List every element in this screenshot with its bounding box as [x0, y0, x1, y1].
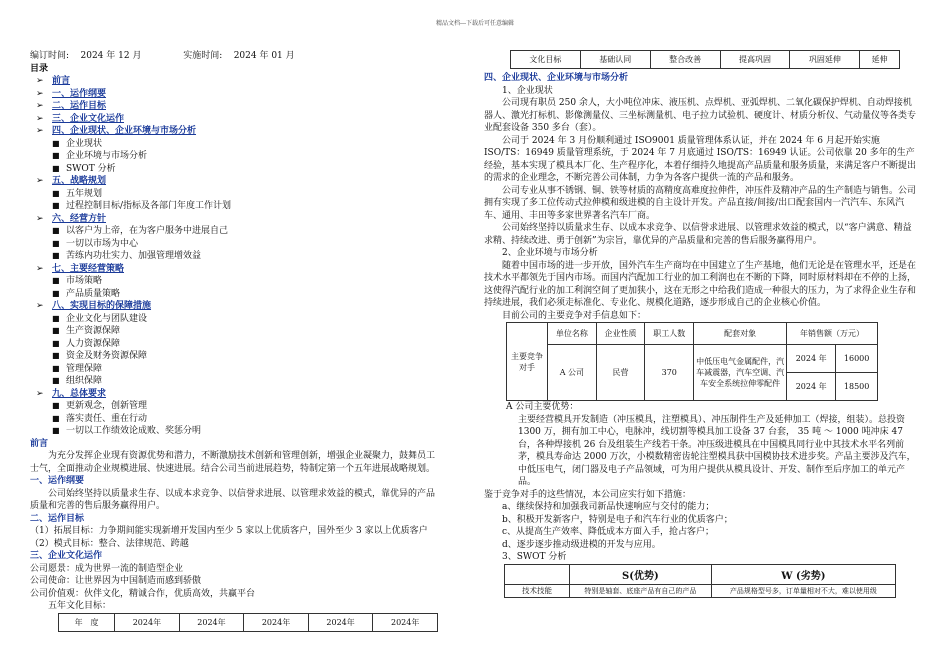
toc-label: 企业环境与市场分析: [66, 151, 148, 161]
sec4-heading: 四、企业现状、企业环境与市场分析: [484, 73, 629, 83]
toc-subitem[interactable]: [30, 150, 468, 163]
arrow-bullet-icon: ➢: [36, 263, 44, 274]
toc-subitem[interactable]: [30, 325, 468, 338]
sec1-heading: 一、运作纲要: [30, 476, 85, 486]
sec2-item-2: （2）模式目标：整合、法律规范、跨越: [30, 538, 189, 549]
toc-label: 过程控制目标/指标及各部门年度工作计划: [66, 201, 232, 211]
competitor-table: [506, 322, 878, 401]
sec1-line-1: 公司始终坚持以质量求生存、以成本求竞争、以信誉求进展、以管理求效益的模式，靠优异的产品: [48, 488, 436, 499]
table-of-contents: [30, 75, 468, 438]
th-customers: 配套对象: [694, 323, 787, 345]
toc-section-item[interactable]: [30, 75, 468, 88]
toc-label: 七、主要经营策略: [52, 263, 125, 274]
preface-line-1: 为充分发挥企业现有资源优势和潜力，不断激励技术创新和管理创新，增强企业凝聚力，鼓舞员工: [48, 451, 436, 461]
toc-label: 更新观念，创新管理: [66, 401, 148, 411]
year-cell: 2024年: [179, 613, 244, 631]
square-bullet-icon: ■: [52, 238, 60, 248]
compile-label: 编订时间:: [30, 51, 70, 61]
culture-goal-table: [510, 50, 900, 69]
sales-amount: 16000: [836, 345, 878, 373]
toc-subitem[interactable]: [30, 163, 468, 176]
arrow-bullet-icon: ➢: [36, 213, 44, 224]
sec4-p3: 公司专业从事不锈钢、铜、铁等材质的高精度高难度拉伸件，冲压件及精冲产品的生产制造与销售。公司拥有实现了多工位传动式拉伸模和级进模的自主设计开发。产品直接/间接/出口配套国内一汽汽车、东风汽车、通用、丰田等多家世界著名汽车厂商。: [484, 185, 917, 221]
response-item: d、逐步逐步推动级进模的开发与应用。: [502, 539, 661, 550]
square-bullet-icon: ■: [52, 313, 60, 323]
toc-subitem[interactable]: [30, 250, 468, 263]
square-bullet-icon: ■: [52, 401, 60, 410]
toc-title: 目录: [30, 63, 49, 74]
toc-label: 企业文化与团队建设: [66, 313, 148, 324]
toc-subitem[interactable]: [30, 138, 468, 151]
toc-subitem[interactable]: [30, 338, 468, 351]
preface-heading: 前言: [30, 438, 49, 449]
sec1-line-2: 质量和完善的售后服务赢得用户。: [30, 501, 166, 511]
square-bullet-icon: ■: [52, 151, 60, 160]
toc-label: 企业现状: [66, 138, 103, 149]
goal-cell: 提高巩固: [720, 51, 790, 69]
toc-label: 落实责任、重在行动: [66, 413, 148, 424]
toc-subitem[interactable]: [30, 425, 468, 438]
square-bullet-icon: ■: [52, 138, 60, 148]
toc-section-item[interactable]: [30, 100, 468, 113]
toc-label: 以客户为上帝，在为客户服务中进展自己: [66, 226, 229, 236]
toc-section-item[interactable]: [30, 175, 468, 188]
a-body: 主要经营模具开发制造（冲压模具，注塑模具）、冲压制件生产及延伸加工（焊接，组装）。总投资 1300 万，拥有加工中心，电脉冲，线切割等模具加工设备 37 台套， 35 吨 ～ 1000 吨冲床 47 台，各种焊接机 26 台及组装生产线若干条。冲压级进模具在中国模具同行业中其技术水平名列前茅，模具寿命达 2000 万次，小模数精密齿轮注塑模具获中国模协技术进步奖。产品主要涉及汽车，中低压电气，闭门器及电子产品领域，可为用户提供从模具设计、开发、制作至后序加工的单元产品。: [518, 414, 916, 487]
square-bullet-icon: ■: [52, 251, 60, 260]
sec4-sub3: 3、SWOT 分析: [502, 552, 567, 562]
sec4-p1: 公司现有职员 250 余人，大小吨位冲床、液压机、点焊机、亚弧焊机、二氧化碳保护焊机、自动焊接机器人、激光打标机、影像测量仪、三坐标测量机、电子拉力试验机、硬度计、材质分析仪、气动量仪等各类专业配套设备 350 多台（套）。: [484, 98, 917, 133]
arrow-bullet-icon: ➢: [36, 88, 44, 99]
competitor-nature: 民营: [596, 345, 645, 401]
toc-label: 前言: [52, 76, 71, 86]
impl-label: 实施时间:: [183, 51, 223, 61]
square-bullet-icon: ■: [52, 226, 60, 235]
year-cell: 2024年: [244, 613, 309, 631]
sec3-heading: 三、企业文化运作: [30, 551, 103, 561]
toc-label: 人力资源保障: [66, 338, 121, 349]
toc-subitem[interactable]: [30, 363, 468, 376]
competitor-name: A 公司: [548, 345, 597, 401]
sales-amount: 18500: [836, 373, 878, 401]
th-nature: 企业性质: [596, 323, 645, 345]
toc-subitem[interactable]: [30, 413, 468, 426]
toc-label: SWOT 分析: [66, 163, 116, 174]
arrow-bullet-icon: ➢: [36, 126, 44, 136]
goal-label-cell: 文化目标: [511, 51, 581, 69]
response-heading: 鉴于竞争对手的这些情况，本公司应实行如下措施：: [484, 489, 692, 500]
goal-cell: 基础认同: [580, 51, 650, 69]
left-column: [30, 50, 468, 632]
toc-label: 二、运作目标: [52, 101, 107, 111]
sec3-item-2: 公司使命：让世界因为中国制造而感到骄傲: [30, 576, 202, 586]
toc-subitem[interactable]: [30, 350, 468, 363]
sec4-sub1: 1、企业现状: [502, 85, 553, 96]
sec4-sub2: 2、企业环境与市场分析: [502, 248, 598, 258]
toc-subitem[interactable]: [30, 238, 468, 251]
square-bullet-icon: ■: [52, 376, 60, 385]
toc-section-item[interactable]: [30, 213, 468, 226]
meta-line: [30, 50, 468, 63]
year-header-cell: 年 度: [59, 613, 115, 631]
swot-table: [504, 564, 896, 598]
sec3-item-1: 公司愿景：成为世界一流的制造型企业: [30, 563, 184, 574]
square-bullet-icon: ■: [52, 338, 60, 348]
toc-label: 产品质量策略: [66, 288, 121, 299]
square-bullet-icon: ■: [52, 288, 60, 298]
square-bullet-icon: ■: [52, 363, 60, 373]
toc-label: 六、经营方针: [52, 213, 107, 224]
square-bullet-icon: ■: [52, 276, 60, 285]
arrow-bullet-icon: ➢: [36, 101, 44, 111]
toc-subitem[interactable]: [30, 375, 468, 388]
competitor-intro: 目前公司的主要竞争对手信息如下：: [502, 310, 647, 321]
toc-label: 一切以市场为中心: [66, 238, 139, 249]
square-bullet-icon: ■: [52, 163, 60, 173]
toc-label: 市场策略: [66, 276, 103, 286]
arrow-bullet-icon: ➢: [36, 113, 44, 124]
toc-label: 八、实现目标的保障措施: [52, 301, 152, 311]
arrow-bullet-icon: ➢: [36, 76, 44, 86]
sec4-p2: 公司于 2024 年 3 月份顺利通过 ISO9001 质量管理体系认证，并在 2024 年 6 月起开始实施 ISO/TS：16949 质量管理系统，于 2024 年 7 月底通过 ISO/TS：16949 认证。公司依靠 20 多年的生产经验，基本实现了模具本厂化、生产程序化，本着仔细持久地提高产品质量和服务质量，来满足客户不断提出的需求的企业理念，不断完善公司体制，力争为各客户提供一流的产品和服务。: [484, 135, 917, 183]
competitor-customers: 中低压电气金属配件，汽车减震器，汽车空调、汽车安全系统拉伸零配件: [694, 345, 787, 401]
toc-subitem[interactable]: [30, 313, 468, 326]
response-item: b、积极开发新客户，特别是电子和汽车行业的优质客户；: [502, 514, 733, 525]
toc-label: 九、总体要求: [52, 388, 107, 399]
toc-label: 组织保障: [66, 376, 103, 386]
th-staff: 职工人数: [645, 323, 694, 345]
toc-label: 苦练内功壮实力、加强管理增效益: [66, 251, 202, 261]
toc-label: 一、运作纲要: [52, 88, 107, 99]
sales-year: 2024 年: [787, 345, 836, 373]
toc-label: 资金及财务资源保障: [66, 351, 148, 361]
swot-s-cell: 特别是轴套、底座产品有自己的产品: [570, 584, 712, 597]
arrow-bullet-icon: ➢: [36, 388, 44, 399]
year-cell: 2024年: [373, 613, 438, 631]
square-bullet-icon: ■: [52, 188, 60, 198]
toc-subitem[interactable]: [30, 200, 468, 213]
sec4-p4: 公司始终坚持以质量求生存、以成本求竞争、以信誉求进展、以管理求效益的模式，以“客户满意、精益求精、持续改进、勇于创新”为宗旨，靠优异的产品质量和完善的售后服务赢得用户。: [484, 223, 912, 246]
toc-section-item[interactable]: [30, 125, 468, 138]
swot-corner: [505, 564, 570, 584]
th-name: 单位名称: [548, 323, 597, 345]
toc-subitem[interactable]: [30, 288, 468, 301]
toc-label: 四、企业现状、企业环境与市场分析: [52, 126, 197, 136]
square-bullet-icon: ■: [52, 351, 60, 360]
goal-cell: 延伸: [860, 51, 900, 69]
toc-section-item[interactable]: [30, 88, 468, 101]
sales-year: 2024 年: [787, 373, 836, 401]
response-item: a、继续保持和加强我司新品快速响应与交付的能力；: [502, 502, 715, 512]
swot-row-label: 技术技能: [505, 584, 570, 597]
toc-label: 生产资源保障: [66, 326, 121, 336]
swot-w-header: W (劣势): [711, 564, 895, 584]
competitor-staff: 370: [645, 345, 694, 401]
toc-section-item[interactable]: [30, 113, 468, 126]
toc-section-item[interactable]: [30, 388, 468, 401]
toc-label: 五、战略规划: [52, 176, 107, 186]
square-bullet-icon: ■: [52, 326, 60, 335]
compile-value: 2024 年 12 月: [80, 51, 142, 61]
a-heading: A 公司主要优势：: [506, 402, 579, 412]
toc-subitem[interactable]: [30, 225, 468, 238]
sec2-heading: 二、运作目标: [30, 513, 85, 524]
arrow-bullet-icon: ➢: [36, 301, 44, 311]
toc-subitem[interactable]: [30, 275, 468, 288]
five-year-label: 五年文化目标：: [48, 601, 112, 611]
goal-cell: 巩固延伸: [790, 51, 860, 69]
toc-section-item[interactable]: [30, 263, 468, 276]
toc-section-item[interactable]: [30, 300, 468, 313]
preface-line-2: 士气，全面推动企业规模进展、快速进展。结合公司当前进展趋势，特制定第一个五年进展战略规划。: [30, 463, 436, 474]
competitor-row-label: 主要竞争对手: [507, 323, 548, 401]
sec2-item-1: （1）拓展目标：力争期间能实现新增开发国内至少 5 家以上优质客户，国外至少 3 家以上优质客户: [30, 526, 428, 536]
toc-label: 五年规划: [66, 188, 103, 199]
toc-label: 一切以工作绩效论成败、奖惩分明: [66, 426, 202, 436]
goal-cell: 整合改善: [650, 51, 720, 69]
culture-year-table: [58, 613, 438, 632]
arrow-bullet-icon: ➢: [36, 176, 44, 186]
sec4-p5: 随着中国市场的进一步开放，国外汽车生产商均在中国建立了生产基地，他们无论是在管理水平，还是在技术水平都领先于国内市场。而国内汽配加工行业的加工利润也在不断的下降，同时原材料却在不停的上扬，这使得汽配行业的加工利润空间了更加狭小，这在无形之中给我们造成一种很大的压力，为了求得企业生存和持续进展，我们必须走标准化、专业化、规模化道路，逐步形成自己的企业核心价值。: [484, 260, 917, 308]
toc-subitem[interactable]: [30, 188, 468, 201]
page-header-note: 精品文档---下载后可任意编辑: [435, 20, 515, 27]
th-sales: 年销售额（万元）: [787, 323, 878, 345]
right-column: [484, 50, 920, 598]
toc-subitem[interactable]: [30, 400, 468, 413]
sec3-item-3: 公司价值观：伙伴文化，精诚合作，优质高效，共赢平台: [30, 588, 256, 599]
response-item: c、从提高生产效率、降低成本方面入手，抢占客户；: [502, 527, 715, 537]
toc-label: 管理保障: [66, 363, 103, 374]
year-cell: 2024年: [308, 613, 373, 631]
square-bullet-icon: ■: [52, 413, 60, 423]
year-cell: 2024年: [115, 613, 180, 631]
square-bullet-icon: ■: [52, 201, 60, 210]
impl-value: 2024 年 01 月: [233, 51, 295, 61]
swot-s-header: S(优势): [570, 564, 712, 584]
square-bullet-icon: ■: [52, 426, 60, 435]
swot-w-cell: 产品规格型号多，订单量相对不大，难以使用级: [711, 584, 895, 597]
toc-label: 三、企业文化运作: [52, 113, 125, 124]
